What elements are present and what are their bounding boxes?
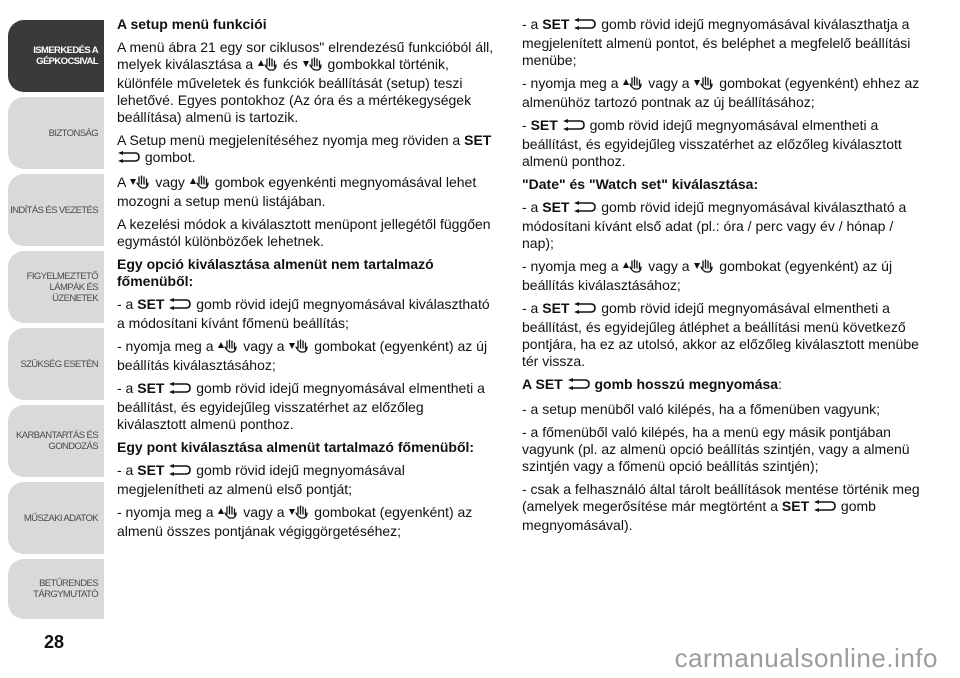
down-hand-icon [288,504,310,523]
tab-karbantartas[interactable] [8,405,104,477]
text: A Setup menü megjelenítéséhez nyomja meg röviden a [117,132,461,148]
text: - nyomja meg a [522,258,619,274]
paragraph [522,75,922,111]
down-hand-icon [129,174,151,193]
tab-label: BIZTONSÁG [48,127,98,139]
paragraph: A kezelési módok a kiválasztott menüpont jellegétől függően egymástól különbözőek lehetnek. [117,216,491,249]
set-label: SET [530,117,558,133]
paragraph [522,300,922,370]
page-number: 28 [44,632,65,652]
set-return-icon [813,500,837,517]
paragraph [117,296,495,332]
tab-inditas[interactable] [8,174,104,246]
set-label: SET [781,498,810,514]
set-label: SET [542,16,570,32]
tab-label: INDÍTÁS ÉS VEZETÉS [10,204,98,216]
set-return-icon [573,302,597,319]
tab-targymutato[interactable] [8,559,104,619]
paragraph [522,481,922,534]
text: gomb rövid idejű megnyomásával kiválaszthatja a megjelenített almenü pontot, és beléphet a megfelelő beállítási menübe; [522,16,911,68]
tab-szukseg[interactable] [8,328,104,400]
tab-label: KARBANTARTÁS ÉS GONDOZÁS [16,430,98,452]
text: - a [522,199,539,215]
text: gomb rövid idejű megnyomásával kiválasztható a módosítani kívánt főmenü beállítás; [117,296,490,331]
text: gombokat (egyenként) az almenü összes pontjának végiggörgetéséhez; [117,504,473,539]
set-return-icon [168,464,192,481]
text: gomb rövid idejű megnyomásával kiválasztható a módosítani kívánt első adat (pl.: óra / perc vagy év / hónap / nap); [522,199,907,251]
paragraph [522,16,922,69]
set-return-icon [567,378,591,395]
up-hand-icon [217,504,239,523]
paragraph [117,338,495,374]
text: A SET [522,376,563,392]
text: gomb rövid idejű megnyomásával elmentheti a beállítást, és egyidejűleg visszatérhet az előzőleg kiválasztott almenü ponthoz. [117,380,485,432]
paragraph: - a főmenüből való kilépés, ha a menü egy másik pontjában vagyunk (pl. az almenü opció beállítás szintjén, vagy a almenü szintjén vagy a főmenü opció beállítás szintjén); [522,424,910,474]
paragraph [117,39,495,126]
set-return-icon [168,382,192,399]
text: gomb rövid idejű megnyomásával megjelenítheti az almenü első pontját; [117,462,405,497]
paragraph [117,504,495,540]
section-heading: A setup menü funkciói [117,16,267,32]
text: gombokkal történik, különféle műveletek és funkciók beállítását (setup) teszi lehetővé. Egyes pontokhoz (Az óra és a mértékegységek beállítása) almenü is tartozik. [117,56,472,125]
sidebar [0,0,104,678]
text: A menü ábra 21 egy sor ciklusos" elrendezésű funkcióból áll, melyek kiválasztása a [117,39,494,72]
set-label: SET [542,300,570,316]
text: gomb rövid idejű megnyomásával elmentheti a beállítást, és egyidejűleg visszatérhet az előzőleg kiválasztott almenü ponthoz. [522,117,902,169]
paragraph [522,199,922,252]
section-heading: "Date" és "Watch set" kiválasztása: [522,176,759,192]
down-hand-icon [693,258,715,277]
text: - nyomja meg a [117,504,214,520]
text: - a [117,380,134,396]
text: - a [117,462,134,478]
tab-label: SZÜKSÉG ESETÉN [20,358,98,370]
text: vagy a [243,338,285,354]
text: - nyomja meg a [117,338,214,354]
text: : [778,376,782,392]
set-label: SET [464,132,492,148]
tab-label: MŰSZAKI ADATOK [23,512,98,524]
paragraph [522,258,922,294]
text: - csak a felhasználó által tárolt beállítások mentése történik meg (amelyek megerősítése már megtörtént a [522,481,920,514]
paragraph [117,132,495,168]
tab-ismerkedes[interactable] [8,20,104,92]
paragraph [117,462,495,498]
text: - a [522,300,539,316]
right-column [522,16,922,540]
up-hand-icon [257,56,279,75]
tab-label: BETŰRENDES TÁRGYMUTATÓ [33,578,98,600]
up-hand-icon [622,75,644,94]
tab-figyelmezteto[interactable] [8,251,104,323]
text: gomb rövid idejű megnyomásával elmentheti a beállítást, és egyidejűleg átléphet a beállítási menü következő pontjára, ha ez az utolsó, akkor az előzőleg kiválasztott menübe tér vissza. [522,300,919,369]
text: vagy a [243,504,285,520]
section-heading: Egy opció kiválasztása almenüt nem tartalmazó főmenüből: [117,256,434,289]
text: - nyomja meg a [522,75,619,91]
set-label: SET [137,380,165,396]
set-return-icon [573,18,597,35]
tab-label: ISMERKEDÉS A GÉPKOCSIVAL [33,45,98,67]
watermark: carmanualsonline.info [674,643,938,673]
up-hand-icon [217,338,239,357]
set-return-icon [562,119,586,136]
text: - a [522,16,539,32]
set-return-icon [573,201,597,218]
set-label: SET [542,199,570,215]
section-heading [522,376,922,395]
left-column [117,16,495,546]
text: gombokat (egyenként) az új beállítás kiválasztásához; [522,258,893,293]
text: gombot. [144,149,196,165]
set-label: SET [137,296,165,312]
section-heading: Egy pont kiválasztása almenüt tartalmazó főmenüből: [117,439,475,455]
paragraph [117,174,495,210]
text: vagy [155,174,185,190]
tab-muszaki[interactable] [8,482,104,554]
text: gombokat (egyenként) ehhez az almenühöz tartozó pontnak az új beállításához; [522,75,920,110]
text: vagy a [648,75,690,91]
text: gombokat (egyenként) az új beállítás kiválasztásához; [117,338,488,373]
tab-label: FIGYELMEZTETŐ LÁMPÁK ÉS ÜZENETEK [26,270,98,304]
text: gomb megnyomásával). [522,498,876,533]
up-hand-icon [622,258,644,277]
text: gomb hosszú megnyomása [594,376,779,392]
text: vagy a [648,258,690,274]
down-hand-icon [288,338,310,357]
text: A [117,174,126,190]
down-hand-icon [302,56,324,75]
text: és [282,56,298,72]
paragraph [522,117,922,170]
paragraph: - a setup menüből való kilépés, ha a főmenüben vagyunk; [522,401,881,417]
paragraph [117,380,495,433]
text: - [522,117,527,133]
text: gombok egyenkénti megnyomásával lehet mozogni a setup menü listájában. [117,174,477,209]
down-hand-icon [693,75,715,94]
set-return-icon [168,298,192,315]
set-label: SET [137,462,165,478]
tab-biztonsag[interactable] [8,97,104,169]
up-hand-icon [189,174,211,193]
text: - a [117,296,134,312]
set-return-icon [117,151,141,168]
